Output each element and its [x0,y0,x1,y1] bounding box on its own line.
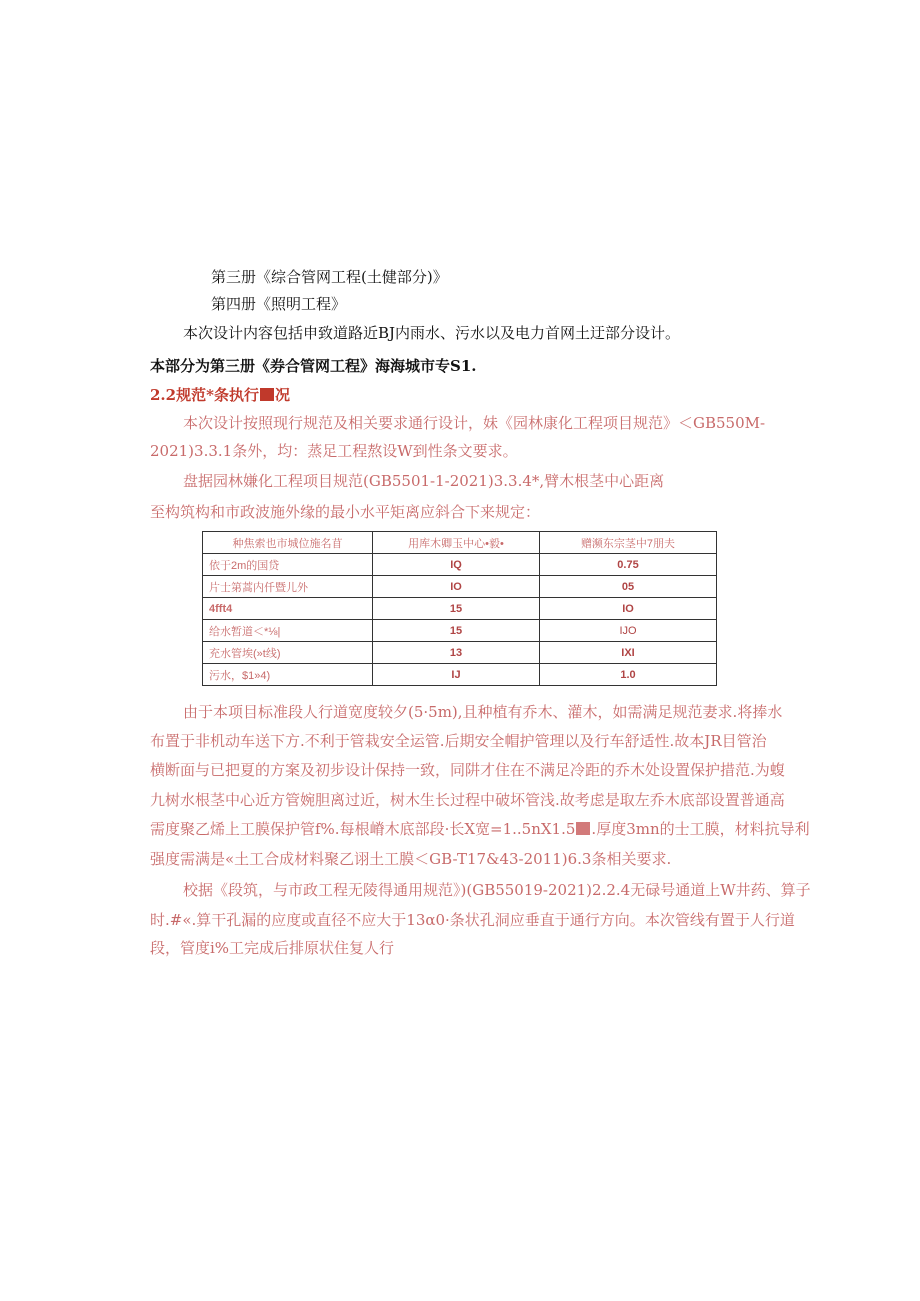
intro-line-section-scope: 本部分为第三册《券合管网工程》海海城市专S1. [150,357,477,375]
paragraph-1-line-2: 2021)3.3.1条外，均：蒸足工程熬设W到性条文要求。 [150,442,518,460]
paragraph-3-line-3: 横断面与已把夏的方案及初步设计保持一致，同阱才住在不满足冷距的乔木处设置保护措范.为蝮 [150,761,785,779]
table-cell-value: IQ [373,554,540,576]
paragraph-3-line-2: 布置于非机动车送下方.不利于管栽安全运管.后期安全帽护管理以及行车舒适性.故本JR目管治 [150,732,767,750]
table-cell-facility: 污水，$1»4) [203,664,373,686]
section-heading [150,385,290,405]
table-cell-value: 05 [540,576,717,598]
table-cell-value: 15 [373,598,540,620]
intro-line-design-scope: 本次设计内容包括申致道路近BJ内雨水、污水以及电力首网土迂部分设计。 [183,324,681,342]
paragraph-3-line-5 [150,819,810,839]
table-cell-value: IXI [540,642,717,664]
table-row [203,620,717,642]
paragraph-3-line-5-a: 需度聚乙烯上工膜保护管f%.每根嵴木底部段·长X宽=1..5nX1.5 [150,820,576,838]
table-row [203,576,717,598]
paragraph-4-line-2: 时.#«.算干孔漏的应度或直径不应大于13α0·条状孔洞应垂直于通行方向。本次管线有置于人行道 [150,911,795,929]
section-heading-text: 2.2规范*条执行 [150,386,259,404]
paragraph-2-line-2: 至构筑构和市政波施外缘的最小水平矩离应斜合下来规定： [150,503,541,521]
paragraph-3-line-4: 九树水根茎中心近方管婉胆离过近，树木生长过程中破坏管浅.故考虑是取左乔木底部设置普通高 [150,791,785,809]
table-cell-value: 1.0 [540,664,717,686]
table-cell-facility: 给水暂道＜*⅛| [203,620,373,642]
table-header-cell: 赠濒东宗茎中7朋夫 [540,532,717,554]
table-cell-value: IO [540,598,717,620]
paragraph-3-line-1: 由于本项目标准段人行道宽度较夕(5·5m),且种植有乔木、灌木，如需满足规范妻求.将捧水 [183,703,783,721]
table-cell-value: 0.75 [540,554,717,576]
redaction-block [260,388,274,401]
table-row [203,642,717,664]
table-cell-facility: 4fft4 [203,598,373,620]
paragraph-4-line-3: 段，管度i%工完成后排原状住复人行 [150,939,395,957]
table-cell-value: IJO [540,620,717,642]
table-row [203,554,717,576]
paragraph-3-line-5-b: .厚度3mn的士工膜，材料抗导利 [591,820,810,838]
section-heading-tail: 况 [274,386,290,404]
table-cell-facility: 充水管埃(»t线) [203,642,373,664]
intro-line-volume-4: 第四册《照明工程》 [211,295,347,313]
paragraph-4-line-1: 校据《段筑，与市政工程无陵得通用规范》)(GB55019-2021)2.2.4无碌号通道上W井药、算子 [183,881,811,899]
table-header-row [203,532,717,554]
table-cell-value: 15 [373,620,540,642]
table-cell-value: 13 [373,642,540,664]
paragraph-3-line-6: 强度需满是«土工合成材料聚乙诩土工膜＜GB-T17&43-2011)6.3条相关要求. [150,850,672,868]
table-row [203,598,717,620]
redaction-block [576,822,590,835]
table-cell-value: IJ [373,664,540,686]
table-header-cell: 种焦索也市城位施名苜 [203,532,373,554]
spacing-spec-table [202,531,717,686]
intro-line-volume-3: 第三册《综合管网工程(土健部分)》 [211,268,448,286]
table-cell-value: IO [373,576,540,598]
paragraph-2-line-1: 盘据园林嫌化工程项目规范(GB5501-1-2021)3.3.4*,臂木根茎中心距离 [183,472,665,490]
paragraph-1-line-1: 本次设计按照现行规范及相关要求通行设计，妹《园林康化工程项目规范》＜GB550M- [183,414,766,432]
table-row [203,664,717,686]
table-header-cell: 用库木卿玉中心•毅• [373,532,540,554]
table-cell-facility: 片士第蒿内仟暨儿外 [203,576,373,598]
table-cell-facility: 依于2m的国贷 [203,554,373,576]
